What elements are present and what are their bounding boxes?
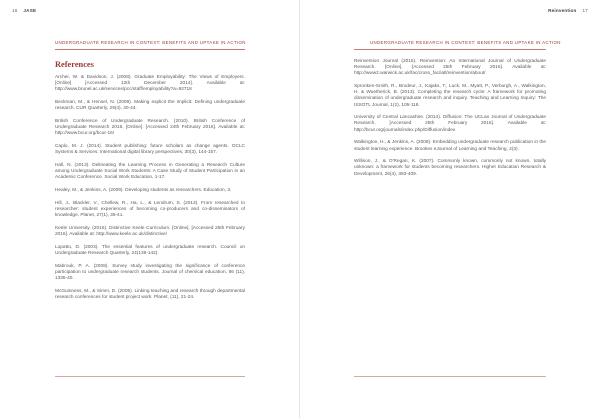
left-bottom-rule [55,376,245,377]
right-top-rule [354,49,546,50]
left-reference-list [55,75,245,308]
right-bottom-rule [354,376,546,377]
reference-entry: Hall, N. (2013). Delineating the Learning Process in Generating a Research Culture among Undergraduate Social Work Students: A Case Study of Student Participation in an Academic Conference. Social Work Education, 1-17. [55,162,245,181]
references-heading: References [55,60,94,69]
right-journal-name: Reinvention [548,8,577,13]
right-reference-list [354,59,546,184]
reference-entry: Spronken-Smith, R., Brodeur, J., Kajaks, T., Luck, M., Myatt, P., Verburgh, A., Walkington, H. & Wuetherick, B. (2013). Completing the research cycle: A framework for promoting dissemination of undergraduate research and inquiry. Teaching and Learning Inquiry: The ISSOTL Journal, 1(2), 105-118. [354,84,546,108]
reference-entry: Keele University. (2016). Distinctive Keele Curriculum. [Online]. [Accessed 25th February 2016]. Available at: http://www.keele.ac.uk/distinctive/ [55,225,245,237]
right-page [300,0,600,418]
reference-entry: Walkington, H., & Jenkins, A. (2008). Embedding undergraduate research publication in the student learning experience. Brookes eJournal of Learning and Teaching, 2(3). [354,140,546,152]
right-page-number: 17 [582,8,588,13]
reference-entry: Hill, J., Blackler, V., Chellew, R., Ha, L., & Lendrum, S. (2013). From researched to researcher: student experiences of becoming co-producers and co-disseminators of knowledge. Planet, 27(1), 35-41. [55,200,245,219]
reference-entry: Archer, W. & Davidson, J. (2008). Graduate Employability: The Views of Employers. [Online] [Accessed 12th December 2014]. Available at: http://www.brunel.ac.uk/services/pcc/staff/employability?a=92718 [55,75,245,93]
reference-entry: Caplo, M. J. (2014). Student publishing: future scholars as change agents. OCLC Systems & Services: International digital library perspectives, 30(3), 144-157. [55,144,245,156]
left-top-rule [55,49,245,50]
right-running-header: UNDERGRADUATE RESEARCH IN CONTEXT: BENEFITS AND UPTAKE IN ACTION [370,40,561,45]
reference-entry: McGuinness, M., & Simm, D. (2005). Linking teaching and research through departmental research conferences for student project work. Planet, (11), 21-24. [55,288,245,300]
left-running-header: UNDERGRADUATE RESEARCH IN CONTEXT: BENEFITS AND UPTAKE IN ACTION [55,40,246,45]
reference-entry: British Conference of Undergraduate Research. (2010). British Conference of Undergraduate Research 2016. [Online]. [Accessed 24th February 2016]. Available at: http://www.bcur.org/bcur-16/ [55,118,245,137]
left-folio [12,8,36,13]
reference-entry: Mabrouk, P. A. (2009). Survey study investigating the significance of conference participation to undergraduate research students. Journal of chemical education, 86 (11), 1335-40. [55,263,245,281]
reference-entry: Reinvention Journal (2015). Reinvention: An International Journal of Undergraduate Research. [Online]. [Accessed 25th February 2016]. Available at: http://www2.warwick.ac.uk/fac/cross_fac/iatl/reinvention/about/ [354,59,546,77]
reference-entry: Beckman, M., & Hensel, N. (2009). Making explicit the implicit: Defining undergraduate research. CUR Quarterly, 29(4), 40-44. [55,100,245,112]
reference-entry: Healey, M., & Jenkins, A. (2009). Developing students as researchers. Education, 3. [55,188,232,193]
reference-entry: Willison, J., & O'Regan, K. (2007). Commonly known, commonly not known, totally unknown: a framework for students becoming researchers. Higher Education Research & Development, 26(4), 393-409. [354,159,546,177]
reference-entry: University of Central Lancashire. (2014). Diffusion: The UCLan Journal of Undergraduate Research. [Accessed 25th February 2016]. Available at: http://bcur.org/journals/index.php/Diffusion/index [354,115,546,133]
left-page-number: 16 [12,8,18,13]
reference-entry: Lopatto, D. (2003). The essential features of undergraduate research. Council on Undergraduate Research Quarterly, 24(139-142). [55,244,245,256]
left-journal-name: JASE [23,8,37,13]
right-folio [548,8,588,13]
